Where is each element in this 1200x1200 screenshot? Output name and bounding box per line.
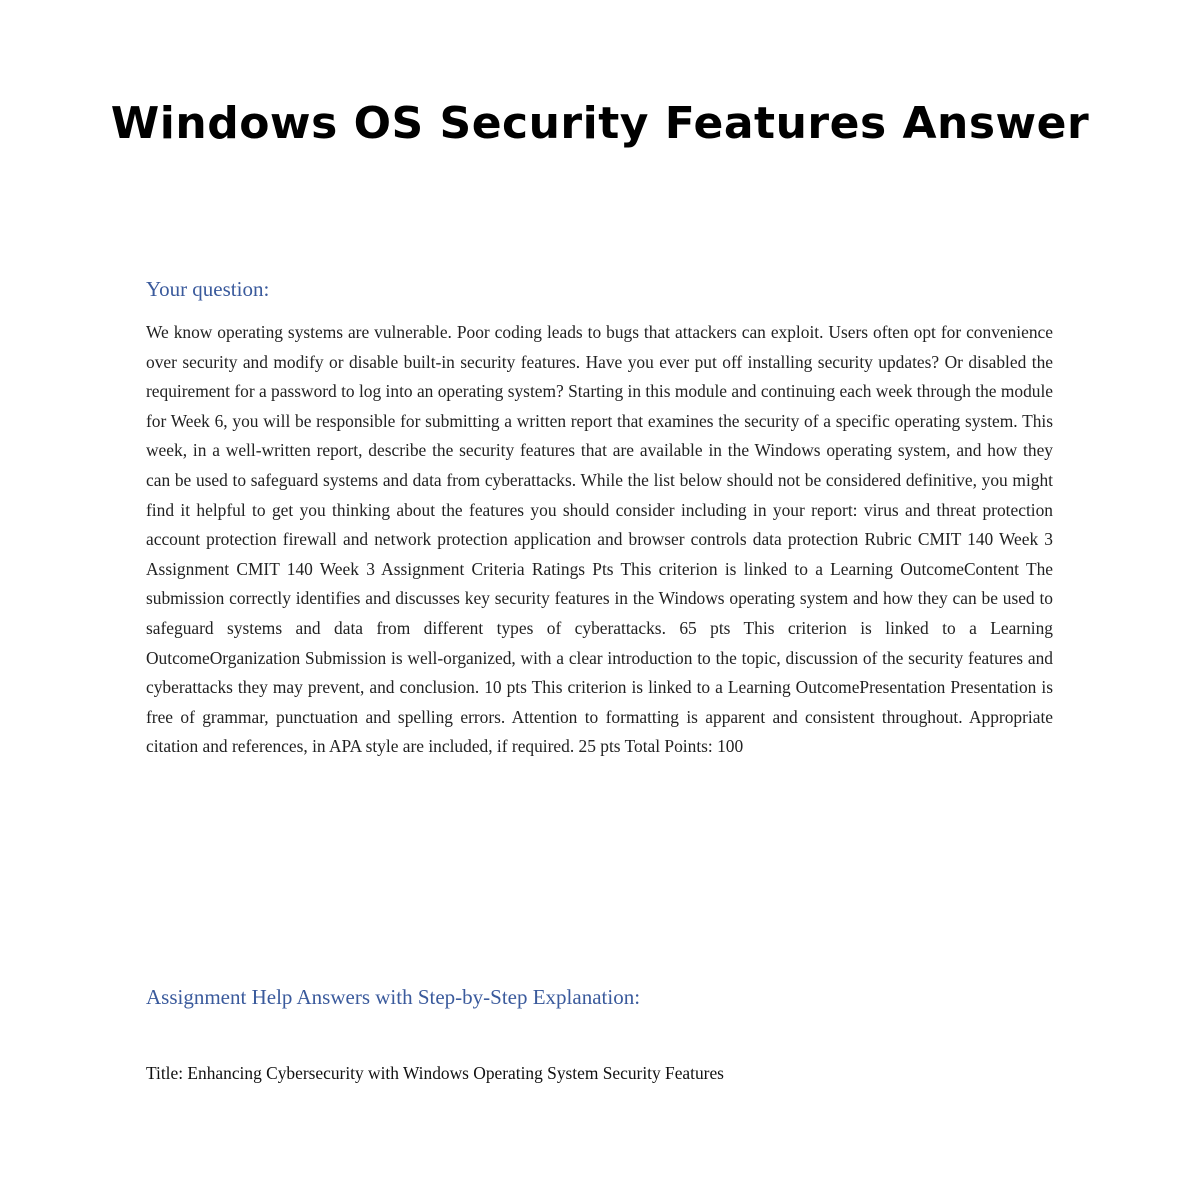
question-heading: Your question: — [146, 277, 270, 301]
question-body: We know operating systems are vulnerable. Poor coding leads to bugs that attackers can exploit. Users often opt for convenience over security and modify or disable built-in security features. Have you ever put off installing security updates? Or disabled the requirement for a password to log into an operating system? Starting in this module and continuing each week through the module for Week 6, you will be responsible for submitting a written report that examines the security of a specific operating system. This week, in a well-written report, describe the security features that are available in the Windows operating system, and how they can be used to safeguard systems and data from cyberattacks. While the list below should not be considered definitive, you might find it helpful to get you thinking about the features you should consider including in your report: virus and threat protection account protection firewall and network protection application and browser controls data protection Rubric CMIT 140 Week 3 Assignment CMIT 140 Week 3 Assignment Criteria Ratings Pts This criterion is linked to a Learning OutcomeContent The submission correctly identifies and discusses key security features in the Windows operating system and how they can be used to safeguard systems and data from different types of cyberattacks. 65 pts This criterion is linked to a Learning OutcomeOrganization Submission is well-organized, with a clear introduction to the topic, discussion of the security features and cyberattacks they may prevent, and conclusion. 10 pts This criterion is linked to a Learning OutcomePresentation Presentation is free of grammar, punctuation and spelling errors. Attention to formatting is apparent and consistent throughout. Appropriate citation and references, in APA style are included, if required. 25 pts Total Points: 100 — [146, 322, 1054, 757]
answer-heading: Assignment Help Answers with Step-by-Step Explanation: — [146, 985, 641, 1009]
answer-title: Title: Enhancing Cybersecurity with Windows Operating System Security Features — [146, 1063, 724, 1083]
document-title: Windows OS Security Features Answer — [110, 98, 1090, 149]
